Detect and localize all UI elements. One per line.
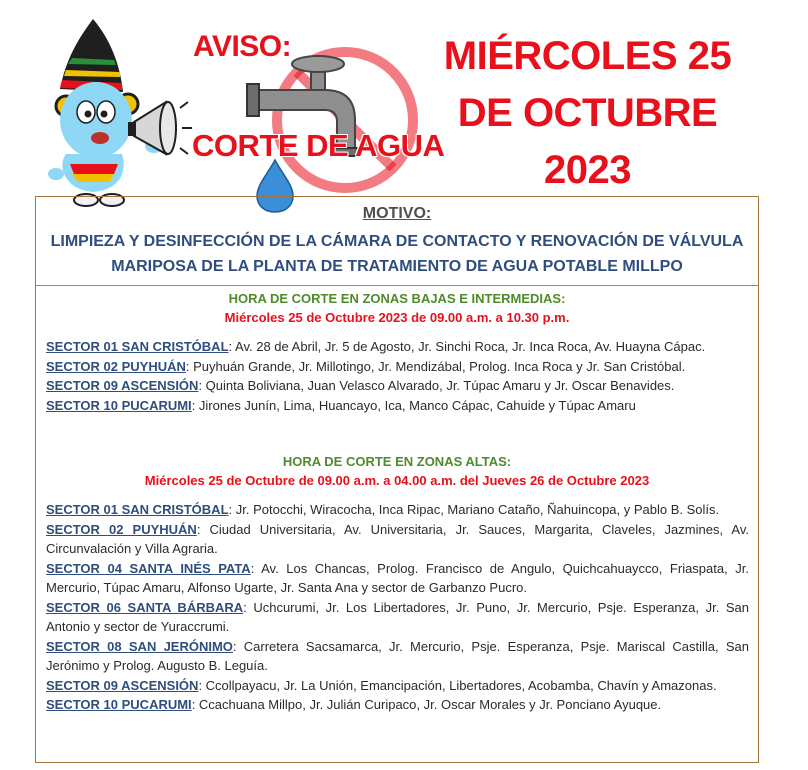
- sector-streets: : Quinta Boliviana, Juan Velasco Alvarado, Jr. Túpac Amaru y Jr. Oscar Benavides.: [198, 378, 675, 393]
- sector-streets: : Carretera Sacsamarca, Jr. Mercurio, Psje. Esperanza, Psje. Mariscal Castilla, San Jerónimo y Prolog. Augusto B. Leguía.: [46, 638, 749, 673]
- date-line: DE OCTUBRE: [457, 91, 718, 135]
- list-item: [46, 598, 749, 637]
- notice-box: [35, 196, 759, 763]
- sector-streets: : Uchcurumi, Jr. Los Libertadores, Jr. Puno, Jr. Mercurio, Psje. Esperanza, Jr. San Antonio y sector de Yuraccrumi.: [46, 599, 749, 634]
- list-item: [46, 520, 749, 559]
- date-line: MIÉRCOLES 25: [443, 34, 732, 78]
- sector-label: SECTOR 02 PUYHUÁN: [46, 521, 197, 537]
- sector-streets: : Av. 28 de Abril, Jr. 5 de Agosto, Jr. Sinchi Roca, Jr. Inca Roca, Av. Huayna Cápac.: [228, 339, 706, 354]
- water-drop-mascot-icon: [48, 14, 198, 209]
- date-line: 2023: [544, 148, 631, 192]
- sector-label: SECTOR 01 SAN CRISTÓBAL: [46, 502, 229, 517]
- list-item: [46, 695, 749, 715]
- zonas-altas-schedule: Miércoles 25 de Octubre de 09.00 a.m. a 04.00 a.m. del Jueves 26 de Octubre 2023: [144, 473, 650, 488]
- motivo-title: MOTIVO:: [362, 205, 432, 222]
- sector-streets: : Av. Los Chancas, Prolog. Francisco de Angulo, Quichcahuaycco, Friaspata, Jr. Mercurio, Túpac Amaru, Alfonso Ugarte, Jr. Santa Ana y sector de Garbanzo Pucro.: [46, 560, 749, 595]
- list-item: [46, 500, 749, 520]
- sector-label: SECTOR 08 SAN JERÓNIMO: [46, 638, 233, 654]
- sector-streets: : Ccollpayacu, Jr. La Unión, Emancipación, Libertadores, Acobamba, Chavín y Amazonas.: [198, 677, 717, 693]
- list-item: [46, 376, 749, 396]
- zonas-bajas-list: [46, 337, 749, 415]
- date-block: [430, 28, 745, 199]
- sector-label: SECTOR 10 PUCARUMI: [46, 397, 192, 413]
- sector-streets: : Ciudad Universitaria, Av. Universitaria, Jr. Sauces, Margarita, Claveles, Jazmines, Av. Circunvalación y Villa Agraria.: [46, 521, 749, 556]
- list-item: [46, 357, 749, 377]
- header: [0, 0, 808, 200]
- sector-label: SECTOR 09 ASCENSIÓN: [46, 378, 199, 393]
- corte-de-agua-label: CORTE DE AGUA: [192, 128, 445, 163]
- sector-label: SECTOR 09 ASCENSIÓN: [46, 677, 199, 693]
- sector-label: SECTOR 04 SANTA INÉS PATA: [46, 560, 251, 576]
- sector-label: SECTOR 02 PUYHUÁN: [46, 358, 186, 374]
- list-item: [46, 337, 749, 357]
- zonas-altas-heading: HORA DE CORTE EN ZONAS ALTAS:: [282, 454, 512, 469]
- zonas-bajas-heading: HORA DE CORTE EN ZONAS BAJAS E INTERMEDIAS:: [228, 291, 566, 306]
- list-item: [46, 637, 749, 676]
- sector-streets: : Jirones Junín, Lima, Huancayo, Ica, Manco Cápac, Cahuide y Túpac Amaru: [191, 397, 636, 413]
- list-item: [46, 676, 749, 696]
- sector-label: SECTOR 01 SAN CRISTÓBAL: [46, 339, 229, 354]
- sector-streets: : Puyhuán Grande, Jr. Millotingo, Jr. Mendizábal, Prolog. Inca Roca y Jr. San Cristóbal.: [185, 358, 686, 374]
- sector-label: SECTOR 10 PUCARUMI: [46, 697, 192, 712]
- sector-label: SECTOR 06 SANTA BÁRBARA: [46, 599, 244, 615]
- list-item: [46, 559, 749, 598]
- zonas-bajas-schedule: Miércoles 25 de Octubre 2023 de 09.00 a.m. a 10.30 p.m.: [224, 310, 570, 325]
- list-item: [46, 396, 749, 416]
- motivo-text: LIMPIEZA Y DESINFECCIÓN DE LA CÁMARA DE CONTACTO Y RENOVACIÓN DE VÁLVULA MARIPOSA DE LA PLANTA DE TRATAMIENTO DE AGUA POTABLE MILLPO: [50, 233, 744, 275]
- sector-streets: : Jr. Potocchi, Wiracocha, Inca Ripac, Mariano Cataño, Ñahuincopa, y Pablo B. Solís.: [228, 502, 720, 517]
- aviso-label: AVISO:: [193, 30, 292, 63]
- motivo-section: [36, 197, 758, 286]
- sector-streets: : Ccachuana Millpo, Jr. Julián Curipaco, Jr. Oscar Morales y Jr. Ponciano Ayuque.: [191, 697, 662, 712]
- zonas-altas-list: [46, 500, 749, 715]
